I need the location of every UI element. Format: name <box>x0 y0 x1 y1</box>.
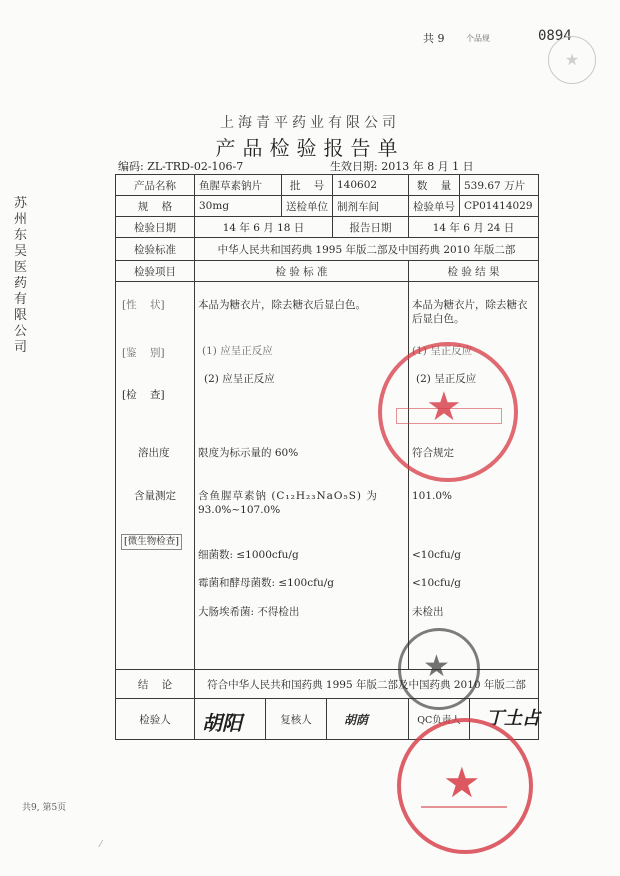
mold-result: <10cfu/g <box>412 577 461 589</box>
spec-label: 规 格 <box>115 195 195 217</box>
document-number: 0894 <box>538 28 572 44</box>
qty-label: 数 量 <box>408 174 460 196</box>
hanliang-label: 含量测定 <box>134 490 176 502</box>
rongchu-result: 符合规定 <box>412 447 454 459</box>
page-title: 产品检验报告单 <box>215 136 405 160</box>
red-quality-stamp <box>397 718 533 854</box>
hanliang-standard-2: 93.0%~107.0% <box>198 504 281 516</box>
batch-value: 140602 <box>332 174 409 196</box>
mold-standard: 霉菌和酵母菌数: ≤100cfu/g <box>198 577 335 589</box>
jianbie-result: (1) 呈正反应 <box>412 345 473 357</box>
black-stamp-star-icon: ★ <box>423 649 450 684</box>
bacteria-result: <10cfu/g <box>412 549 461 561</box>
reviewer-label: 复核人 <box>265 698 327 740</box>
hanliang-result: 101.0% <box>412 490 453 502</box>
stamp-star-icon: ★ <box>426 384 462 430</box>
red-inspection-stamp <box>378 342 518 482</box>
company-name: 上海青平药业有限公司 <box>220 115 400 131</box>
dept-label: 送检单位 <box>281 195 333 217</box>
jiancha-result: (2) 呈正反应 <box>416 373 477 385</box>
quality-stamp-band <box>421 806 507 820</box>
side-company-text: 苏州东吴医药有限公司 <box>14 196 28 355</box>
report-no-label: 检验单号 <box>408 195 460 217</box>
qc-signature: 丁土占 <box>486 708 540 729</box>
product-name-value: 鱼腥草素钠片 <box>194 174 282 196</box>
xingzhuang-label: [性 状] <box>122 299 165 311</box>
report-date-label: 报告日期 <box>332 216 409 238</box>
items-label-col <box>115 281 195 670</box>
rongchu-standard: 限度为标示量的 60% <box>198 447 299 459</box>
hanliang-standard-1: 含鱼腥草素钠 (C₁₂H₂₃NaO₅S) 为 <box>198 490 378 502</box>
conclusion-value: 符合中华人民共和国药典 1995 年版二部及中国药典 2010 年版二部 <box>194 669 539 699</box>
jianbie-label: [鉴 别] <box>122 347 165 359</box>
test-date-value: 14 年 6 月 18 日 <box>194 216 333 238</box>
inspector-label: 检验人 <box>115 698 195 740</box>
xingzhuang-result-2: 后显白色。 <box>412 313 465 325</box>
reviewer-signature: 胡荫 <box>344 713 369 727</box>
item-head: 检验项目 <box>115 260 195 282</box>
doc-code: 编码: ZL-TRD-02-106-7 <box>118 160 244 173</box>
dept-value: 制剂车间 <box>332 195 409 217</box>
product-name-label: 产品名称 <box>115 174 195 196</box>
jiancha-label: [检 查] <box>122 389 165 401</box>
black-company-stamp <box>398 628 480 710</box>
spec-note: 个品规 <box>466 34 490 43</box>
batch-label: 批 号 <box>281 174 333 196</box>
jiancha-standard: (2) 应呈正反应 <box>204 373 275 385</box>
ecoli-result: 未检出 <box>412 606 444 618</box>
corner-seal: ★ <box>548 36 596 84</box>
page-footer-note: 共9, 第5页 <box>22 803 67 813</box>
scan-mark: ⁄ <box>100 840 102 850</box>
qc-label: QC负责人 <box>408 698 470 740</box>
spec-value: 30mg <box>194 195 282 217</box>
report-date-value: 14 年 6 月 24 日 <box>408 216 539 238</box>
qty-value: 539.67 万片 <box>459 174 539 196</box>
standard-head: 检 验 标 准 <box>194 260 409 282</box>
micro-label: [微生物检查] <box>121 534 182 550</box>
rongchu-label: 溶出度 <box>138 447 170 459</box>
standard-value: 中华人民共和国药典 1995 年版二部及中国药典 2010 年版二部 <box>194 237 539 261</box>
result-head: 检 验 结 果 <box>408 260 539 282</box>
xingzhuang-result-1: 本品为糖衣片，除去糖衣 <box>412 299 528 311</box>
report-no-value: CP01414029 <box>459 195 539 217</box>
inspector-signature: 胡阳 <box>202 711 242 735</box>
conclusion-label: 结 论 <box>115 669 195 699</box>
bacteria-standard: 细菌数: ≤1000cfu/g <box>198 549 299 561</box>
quality-stamp-star-icon: ★ <box>443 758 481 807</box>
page-count: 共 9 <box>423 32 445 45</box>
stamp-inner-band <box>396 408 502 424</box>
standard-label: 检验标准 <box>115 237 195 261</box>
jianbie-standard: (1) 应呈正反应 <box>202 345 273 357</box>
xingzhuang-standard: 本品为糖衣片，除去糖衣后显白色。 <box>198 299 366 311</box>
effective-date: 生效日期: 2013 年 8 月 1 日 <box>330 160 474 173</box>
test-date-label: 检验日期 <box>115 216 195 238</box>
ecoli-standard: 大肠埃希菌: 不得检出 <box>198 606 300 618</box>
